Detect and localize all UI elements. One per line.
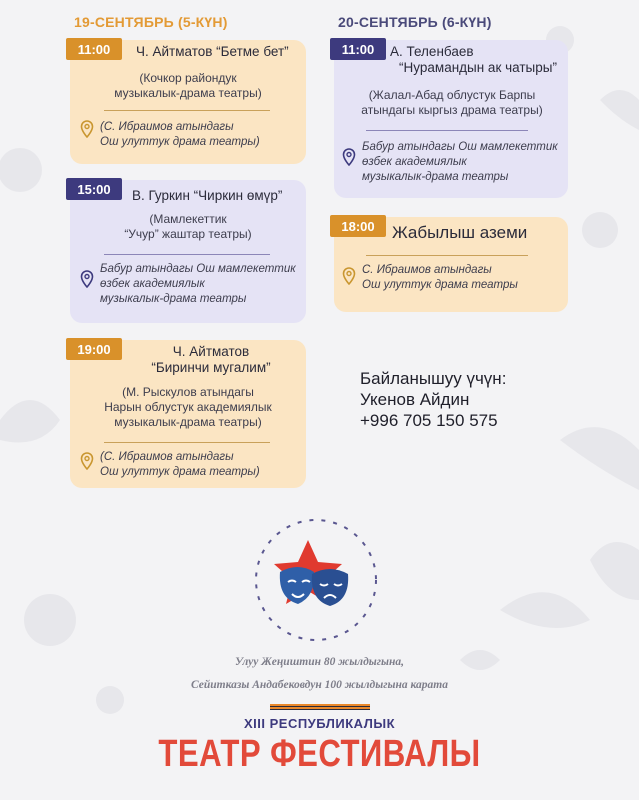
event-location: (С. Ибраимов атындагы Ош улуттук драма театры): [100, 121, 260, 148]
event-venue: (Жалал-Абад облустук Барпы атындагы кыргыз драма театры): [361, 88, 543, 117]
event-venue: (Мамлекеттик “Учур” жаштар театры): [124, 212, 252, 241]
contact-label: Байланышуу үчүн:: [360, 369, 507, 388]
event-time: 19:00: [66, 338, 122, 360]
subtitle-line-2: Сейитказы Андабековдун 100 жылдыгына карата: [191, 679, 448, 691]
ribbon-stripe: [270, 704, 370, 710]
tragedy-mask-icon: [312, 569, 348, 606]
festival-title: ТЕАТР ФЕСТИВАЛЫ: [158, 733, 481, 775]
divider: [104, 254, 270, 255]
contact-phone[interactable]: +996 705 150 575: [360, 411, 498, 430]
festival-logo: [246, 510, 386, 650]
event-card-3: [70, 340, 306, 488]
day2-header: 20-СЕНТЯБРЬ (6-КҮН): [338, 14, 492, 30]
location-pin-icon: [342, 267, 356, 285]
event-time: 11:00: [66, 38, 122, 60]
event-time: 15:00: [66, 178, 122, 200]
event-time: 11:00: [330, 38, 386, 60]
event-title: Жабылыш аземи: [392, 223, 528, 242]
subtitle-line-1: Улуу Жеңиштин 80 жылдыгына,: [234, 656, 404, 668]
event-location: Бабур атындагы Ош мамлекеттик өзбек академиялык музыкалык-драма театры: [100, 263, 296, 305]
divider: [104, 110, 270, 111]
location-pin-icon: [80, 270, 94, 288]
event-location: С. Ибраимов атындагы Ош улуттук драма театры: [362, 264, 518, 291]
day1-header: 19-СЕНТЯБРЬ (5-КҮН): [74, 14, 228, 30]
event-venue: (М. Рыскулов атындагы Нарын облустук академиялык музыкалык-драма театры): [104, 385, 272, 429]
event-title: Ч. Айтматов “Бетме бет”: [136, 44, 289, 59]
location-pin-icon: [80, 120, 94, 138]
divider: [366, 255, 528, 256]
location-pin-icon: [342, 148, 356, 166]
event-venue: (Кочкор райондук музыкалык-драма театры): [114, 71, 262, 100]
festival-edition: XIII РЕСПУБЛИКАЛЫК: [243, 716, 396, 731]
event-card-2: [70, 180, 306, 323]
contact-name: Укенов Айдин: [360, 390, 470, 409]
event-card-5: [334, 217, 568, 312]
event-title: Ч. Айтматов “Биринчи мугалим”: [151, 344, 271, 375]
event-title: А. Теленбаев “Нурамандын ак чатыры”: [390, 44, 557, 75]
divider: [104, 442, 270, 443]
location-pin-icon: [80, 452, 94, 470]
contact-block: [360, 368, 506, 431]
event-time: 18:00: [330, 215, 386, 237]
event-location: Бабур атындагы Ош мамлекеттик өзбек академиялык музыкалык-драма театры: [362, 141, 558, 183]
event-title: В. Гуркин “Чиркин өмүр”: [132, 188, 283, 203]
event-card-4: [334, 40, 568, 198]
event-card-1: [70, 40, 306, 164]
divider: [366, 130, 528, 131]
comedy-mask-icon: [280, 567, 314, 604]
event-location: (С. Ибраимов атындагы Ош улуттук драма театры): [100, 451, 260, 478]
